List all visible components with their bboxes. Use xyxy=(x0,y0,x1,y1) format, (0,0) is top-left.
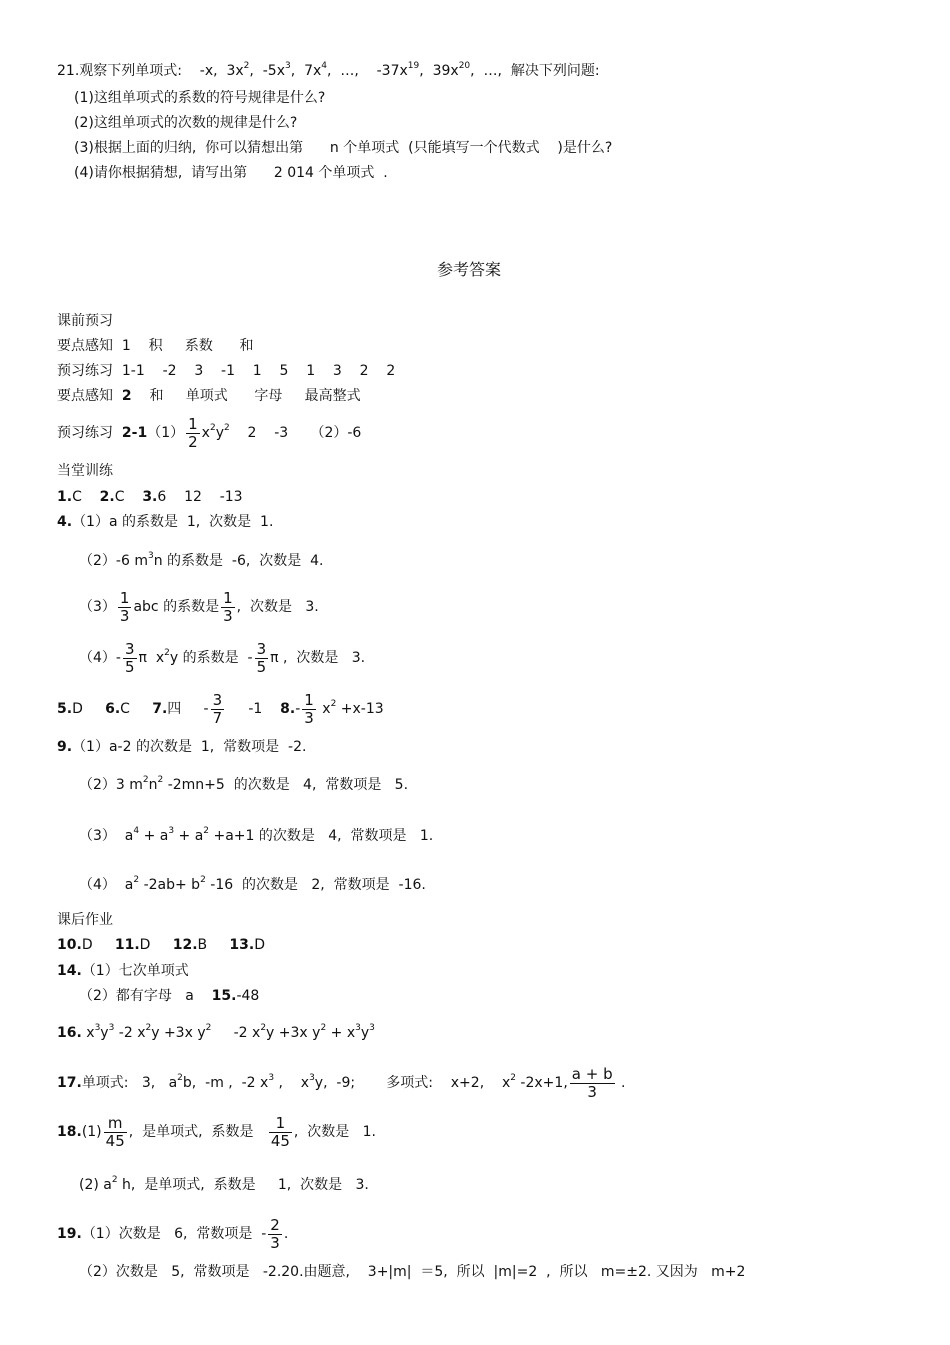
question-21-part-4: (4)请你根据猜想, 请写出第 2 014 个单项式 . xyxy=(74,165,388,181)
pre-study-line-3: 要点感知 2 和 单项式 字母 最高整式 xyxy=(57,388,361,404)
answers-5-8: 5.D 6.C 7.四 - $\frac{3}{7}$ -1 8.- $\frac{1}{3}$ $x^2 +x-13$ xyxy=(57,690,384,727)
training-answers-1-3: 1.C 2.C 3.6 12 -13 xyxy=(57,489,243,505)
fraction: $\frac{1}{2}$ xyxy=(188,414,198,451)
answer-9-part-3: （3） $a^4 + a^3 + a^2 +a+1$ 的次数是 4, 常数项是 1. xyxy=(79,826,434,844)
answers-title: 参考答案 xyxy=(437,260,502,279)
fraction: $\frac{1}{3}$ xyxy=(304,690,314,727)
question-21-part-1: (1)这组单项式的系数的符号规律是什么? xyxy=(74,90,326,106)
homework-answers-10-13: 10.D 11.D 12.B 13.D xyxy=(57,937,265,953)
fraction: $\frac{1}{3}$ xyxy=(223,588,233,625)
fraction: $\frac{2}{3}$ xyxy=(270,1215,280,1252)
question-21-stem: 21.观察下列单项式: -x, $3x^2$, $-5x^3$, $7x^4$, …, $-37x^{19}$, $39x^{20}$, …, 解决下列问题: xyxy=(57,61,600,79)
answer-9-part-2: （2）3 $m^2n^2$ -2mn+5 的次数是 4, 常数项是 5. xyxy=(79,775,409,793)
answer-18-part-2: (2) $a^2$ h, 是单项式, 系数是 1, 次数是 3. xyxy=(79,1175,369,1193)
fraction: $\frac{3}{5}$ xyxy=(124,639,135,676)
question-21-part-2: (2)这组单项式的次数的规律是什么? xyxy=(74,115,298,131)
answer-14-part-1: 14.（1）七次单项式 xyxy=(57,963,189,979)
answer-19-part-1: 19.（1）次数是 6, 常数项是 - $\frac{2}{3}$ . xyxy=(57,1215,289,1252)
pre-study-line-2: 预习练习 1-1 -2 3 -1 1 5 1 3 2 2 xyxy=(57,363,396,379)
fraction: $\frac{3}{5}$ xyxy=(256,639,267,676)
answer-17: 17.单项式: 3, $a^2b$, -m , -2 $x^3$ , $x^3y$, -9; 多项式: x+2, $x^2$ -2x+1, $\frac{a + b}{3}$ . xyxy=(57,1064,626,1101)
section-class-training-heading: 当堂训练 xyxy=(57,463,113,479)
fraction: $\frac{m}{45}$ xyxy=(105,1113,125,1150)
fraction: $\frac{a + b}{3}$ xyxy=(571,1064,613,1101)
answer-9-part-1: 9.（1）a-2 的次数是 1, 常数项是 -2. xyxy=(57,739,307,755)
pre-study-line-1: 要点感知 1 积 系数 和 xyxy=(57,338,254,354)
question-21-part-3: (3)根据上面的归纳, 你可以猜想出第 n 个单项式 (只能填写一个代数式 )是什么? xyxy=(74,140,613,156)
pre-study-line-4: 预习练习 2-1（1） $\frac{1}{2}$ $x^2y^2$ 2 -3 （2）-6 xyxy=(57,414,362,451)
answer-16: 16. $x^3y^3$ -2 $x^2y +3x$ $y^2$ -2 $x^2y +3x$ $y^2 + x^3y^3$ xyxy=(57,1023,375,1041)
answer-4-part-3: （3） $\frac{1}{3}$ abc 的系数是 $\frac{1}{3}$ , 次数是 3. xyxy=(79,588,319,625)
fraction: $\frac{3}{7}$ xyxy=(212,690,223,727)
answer-4-part-2: （2）-6 $m^3n$ 的系数是 -6, 次数是 4. xyxy=(79,551,324,569)
answer-18-part-1: 18.(1) $\frac{m}{45}$ , 是单项式, 系数是 $\frac{1}{45}$ , 次数是 1. xyxy=(57,1113,376,1150)
section-homework-heading: 课后作业 xyxy=(57,912,113,928)
answer-4-part-4: （4）- $\frac{3}{5}$ π $x^2y$ 的系数是 - $\frac{3}{5}$ π , 次数是 3. xyxy=(79,639,366,676)
answer-9-part-4: （4） $a^2$ $-2ab+ b^2$ -16 的次数是 2, 常数项是 -16. xyxy=(79,875,426,893)
answer-19-part-2-and-20: （2）次数是 5, 常数项是 -2.20.由题意, 3+|m| ＝5, 所以 |m|=2 , 所以 m=±2. 又因为 m+2 xyxy=(79,1264,746,1280)
fraction: $\frac{1}{3}$ xyxy=(119,588,130,625)
fraction: $\frac{1}{45}$ xyxy=(270,1113,290,1150)
answer-4-part-1: 4.（1）a 的系数是 1, 次数是 1. xyxy=(57,514,274,530)
section-pre-study-heading: 课前预习 xyxy=(57,313,113,329)
answer-14-part-2-and-15: （2）都有字母 a 15.-48 xyxy=(79,988,260,1004)
